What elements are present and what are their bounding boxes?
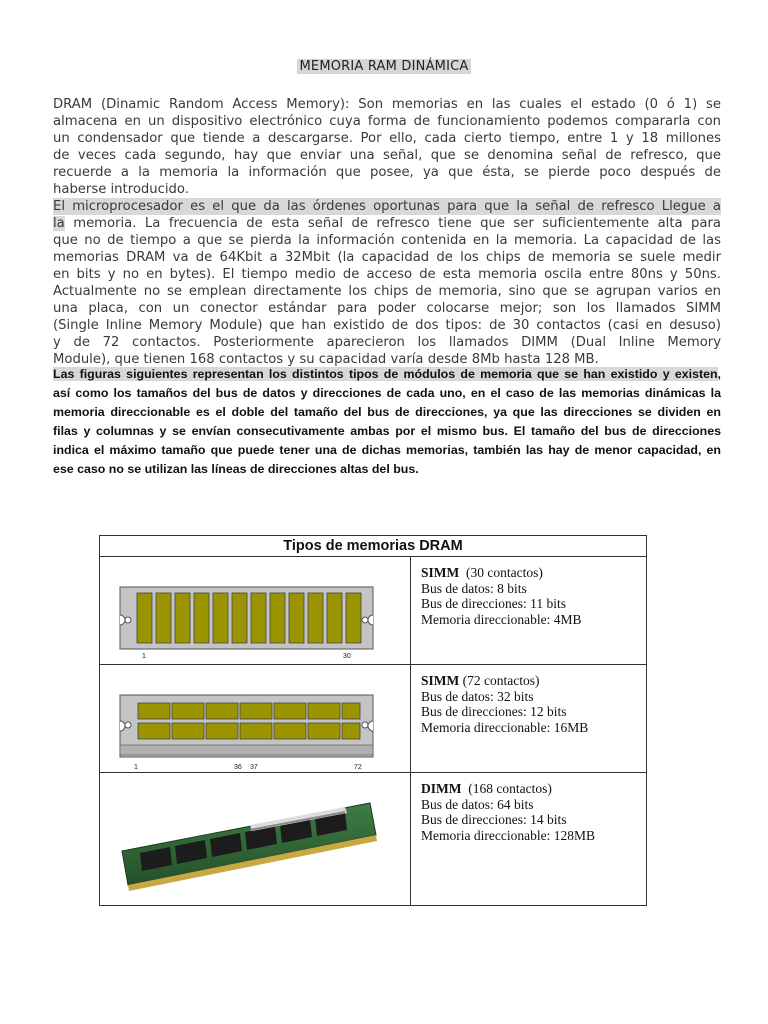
modules-bold-paragraph [53, 365, 721, 479]
paragraph-line: en bits y no en bytes). El tiempo medio de acceso de esta memoria oscila entre 80ns y 50ns. [53, 267, 721, 282]
dimm-module-photo [100, 773, 410, 905]
dimm-description [411, 773, 647, 906]
table-row [100, 665, 647, 773]
spec-line: Memoria direccionable: 16MB [421, 719, 589, 735]
paragraph-line: (Single Inline Memory Module) que han existido de dos tipos: de 30 contactos (casi en desuso) [53, 318, 721, 333]
spec-line: Bus de datos: 8 bits [421, 580, 527, 596]
paragraph-line: que no de tiempo a que se pierda la información contenida en la memoria. La capacidad de las [53, 233, 721, 248]
spec-line: Memoria direccionable: 4MB [421, 611, 582, 627]
paragraph-line: y de 72 contactos. Posteriormente aparecieron los llamados DIMM (Dual Inline Memory [53, 335, 721, 350]
bold-line: filas y columnas y se envían consecutivamente ambas por el mismo bus. El tamaño del bus de direcciones [53, 424, 721, 438]
paragraph-line: una placa, con un conector estándar para poder colocarse mejor; son los llamados SIMM [53, 301, 721, 316]
spec-line: Bus de datos: 32 bits [421, 688, 534, 704]
paragraph-line: recuerde a la memoria la información que posee, ya que ésta, se pierde poco después de [53, 165, 721, 180]
bold-line: así como los tamaños del bus de datos y direcciones de cada uno, en el caso de las memorias dinámicas la [53, 386, 721, 400]
simm30-description [411, 557, 647, 665]
paragraph-line: DRAM (Dinamic Random Access Memory): Son memorias en las cuales el estado (0 ó 1) se [53, 97, 721, 112]
module-name: SIMM [421, 673, 460, 688]
bold-line: ese caso no se utilizan las líneas de direcciones altas del bus. [53, 462, 419, 476]
paragraph-line: Module), que tienen 168 contactos y su capacidad varía desde 8Mb hasta 128 MB. [53, 352, 599, 367]
simm72-image-cell [100, 665, 411, 773]
spec-line: Bus de direcciones: 12 bits [421, 704, 567, 719]
spec-line: Bus de direcciones: 11 bits [421, 596, 566, 611]
bold-line-end: , [717, 367, 721, 381]
simm30-module-image [100, 557, 410, 664]
document-title [0, 57, 768, 75]
module-name: DIMM [421, 781, 462, 796]
simm72-module-image [100, 665, 410, 772]
paragraph-line [53, 215, 721, 232]
dram-intro-paragraph [53, 96, 721, 368]
spec-line: Bus de datos: 64 bits [421, 796, 534, 812]
table-header: Tipos de memorias DRAM [100, 536, 647, 557]
pin-label: 36 [234, 764, 242, 771]
pin-label: 1 [142, 653, 146, 660]
table-row [100, 557, 647, 665]
paragraph-line: memorias DRAM va de 64Kbit a 32Mbit (la capacidad de los chips de memoria se suele medir [53, 250, 721, 265]
paragraph-line: de veces cada segundo, hay que enviar una señal, que se denomina señal de refresco, que [53, 148, 721, 163]
pin-label: 37 [250, 764, 258, 771]
pin-label: 1 [134, 764, 138, 771]
paragraph-line: Actualmente no se emplean directamente los chips de memoria, sino que se agrupan varios en [53, 284, 721, 299]
simm30-image-cell [100, 557, 411, 665]
module-name: SIMM [421, 565, 460, 580]
paragraph-line: haberse introducido. [53, 182, 189, 197]
highlighted-word: la [53, 216, 65, 231]
pin-label: 30 [343, 653, 351, 660]
highlighted-line: El microprocesador es el que da las órdenes oportunas para que la señal de refresco Llegue a [53, 199, 721, 214]
bold-line: memoria direccionable es el doble del tamaño del bus de direcciones, ya que las direcciones se dividen en [53, 405, 721, 419]
module-contacts: (72 contactos) [462, 673, 540, 688]
pin-label: 72 [354, 764, 362, 771]
dimm-image-cell [100, 773, 411, 906]
module-contacts: (168 contactos) [468, 781, 552, 796]
dram-types-table [99, 535, 647, 906]
highlighted-bold-text: Las figuras siguientes representan los distintos tipos de módulos de memoria que se han existido y existen [53, 367, 718, 381]
paragraph-line-rest: memoria. La frecuencia de esta señal de refresco tiene que ser suficientemente alta para [64, 216, 721, 231]
paragraph-line: un condensador que tiende a descargarse. Por ello, cada cierto tiempo, entre 1 y 18 millones [53, 131, 721, 146]
bold-line: indica el máximo tamaño que puede tener una de dichas memorias, también las hay de menor capacidad, en [53, 443, 721, 457]
paragraph-line: almacena en un dispositivo electrónico cuya forma de funcionamiento podemos compararla con [53, 114, 721, 129]
spec-line: Memoria direccionable: 128MB [421, 827, 595, 843]
bold-line [53, 365, 721, 384]
table-row [100, 773, 647, 906]
simm72-description [411, 665, 647, 773]
spec-line: Bus de direcciones: 14 bits [421, 812, 567, 827]
title-text: MEMORIA RAM DINÁMICA [299, 59, 469, 74]
module-contacts: (30 contactos) [466, 565, 543, 580]
